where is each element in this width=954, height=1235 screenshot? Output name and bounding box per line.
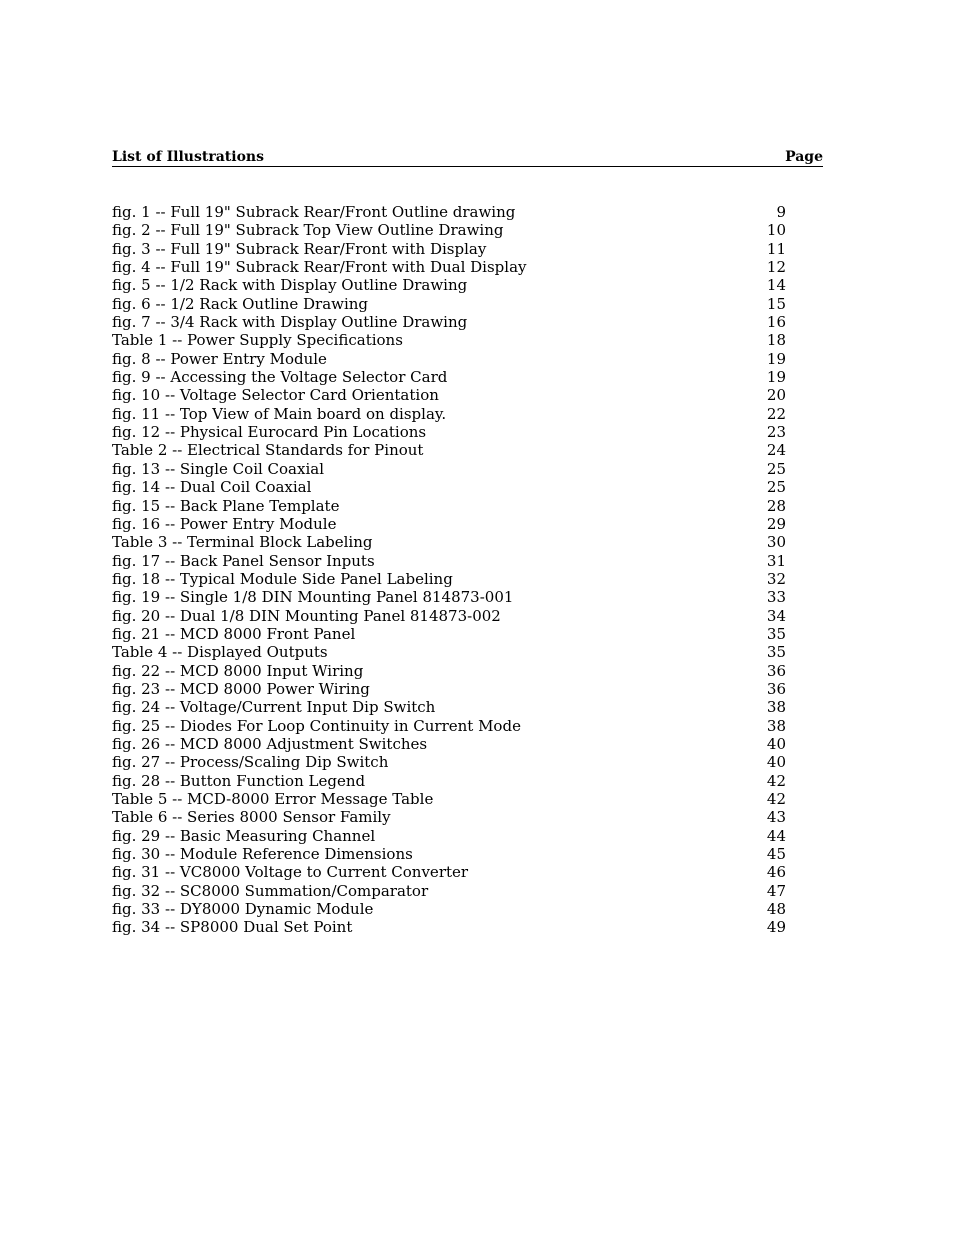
list-item [112,753,786,771]
list-item-title: fig. 33 -- DY8000 Dynamic Module [112,900,374,919]
list-item [112,515,786,533]
list-item [112,625,786,643]
list-item-page: 35 [766,624,786,643]
list-item-title: fig. 5 -- 1/2 Rack with Display Outline Drawing [112,276,468,295]
list-item [112,497,786,515]
list-item-title: fig. 10 -- Voltage Selector Card Orientation [112,386,439,405]
list-item [112,607,786,625]
list-item-title: Table 6 -- Series 8000 Sensor Family [112,808,391,827]
list-item-title: fig. 6 -- 1/2 Rack Outline Drawing [112,294,369,313]
list-item-title: fig. 23 -- MCD 8000 Power Wiring [112,679,370,698]
list-item-page: 10 [766,221,786,240]
list-item-page: 40 [766,753,786,772]
list-item [112,258,786,276]
list-item-title: fig. 30 -- Module Reference Dimensions [112,845,413,864]
list-item-title: fig. 16 -- Power Entry Module [112,514,337,533]
list-item [112,863,786,881]
list-item-title: fig. 4 -- Full 19" Subrack Rear/Front with Dual Display [112,258,527,277]
list-item-page: 24 [766,441,786,460]
list-item-title: fig. 7 -- 3/4 Rack with Display Outline Drawing [112,313,468,332]
list-item-title: fig. 1 -- Full 19" Subrack Rear/Front Outline drawing [112,203,516,221]
list-item-title: fig. 29 -- Basic Measuring Channel [112,826,376,845]
list-item [112,441,786,459]
list-item-page: 38 [766,698,786,717]
list-item-page: 45 [766,845,786,864]
list-item [112,276,786,294]
list-item [112,717,786,735]
list-item-page: 48 [766,900,786,919]
list-item [112,533,786,551]
list-item [112,386,786,404]
list-item [112,570,786,588]
list-item-page: 30 [766,533,786,552]
list-item-title: fig. 31 -- VC8000 Voltage to Current Converter [112,863,469,882]
list-item [112,643,786,661]
list-item-page: 28 [766,496,786,515]
list-item [112,331,786,349]
list-item-title: fig. 2 -- Full 19" Subrack Top View Outline Drawing [112,221,504,240]
list-item-title: fig. 11 -- Top View of Main board on display. [112,404,447,423]
list-item-page: 9 [776,203,786,221]
list-item-page: 49 [766,918,786,937]
list-item-title: fig. 27 -- Process/Scaling Dip Switch [112,753,389,772]
list-item-page: 40 [766,734,786,753]
list-item-page: 23 [766,423,786,442]
list-item-title: fig. 18 -- Typical Module Side Panel Labeling [112,569,453,588]
list-item-title: fig. 3 -- Full 19" Subrack Rear/Front with Display [112,239,487,258]
list-item-title: fig. 32 -- SC8000 Summation/Comparator [112,881,429,900]
list-item-title: fig. 34 -- SP8000 Dual Set Point [112,918,353,937]
list-item [112,221,786,239]
list-item-page: 18 [766,331,786,350]
list-item-title: fig. 28 -- Button Function Legend [112,771,366,790]
list-item-page: 25 [766,478,786,497]
list-item [112,827,786,845]
list-item-title: fig. 19 -- Single 1/8 DIN Mounting Panel 814873-001 [112,588,514,607]
list-item-page: 11 [766,239,786,258]
list-item-page: 35 [766,643,786,662]
list-item-title: fig. 21 -- MCD 8000 Front Panel [112,624,356,643]
list-header [112,148,823,167]
list-item-title: fig. 17 -- Back Panel Sensor Inputs [112,551,375,570]
list-item-page: 36 [766,679,786,698]
list-item [112,790,786,808]
list-item [112,882,786,900]
list-item [112,295,786,313]
list-item [112,808,786,826]
list-item-page: 47 [766,881,786,900]
list-item-page: 14 [766,276,786,295]
list-item [112,845,786,863]
list-item [112,368,786,386]
list-item [112,350,786,368]
list-item-page: 16 [766,313,786,332]
list-item-title: fig. 22 -- MCD 8000 Input Wiring [112,661,364,680]
page-column-label: Page [785,149,823,165]
list-item-page: 38 [766,716,786,735]
list-item-title: Table 2 -- Electrical Standards for Pinout [112,441,424,460]
list-item-page: 36 [766,661,786,680]
list-item-title: fig. 8 -- Power Entry Module [112,349,327,368]
list-item-title: Table 1 -- Power Supply Specifications [112,331,403,350]
list-item [112,460,786,478]
list-item-page: 44 [766,826,786,845]
list-item-page: 33 [766,588,786,607]
list-item [112,698,786,716]
list-item [112,203,786,221]
list-item-title: Table 4 -- Displayed Outputs [112,643,328,662]
list-item [112,313,786,331]
list-item-page: 15 [766,294,786,313]
list-item-page: 31 [766,551,786,570]
list-item-title: fig. 24 -- Voltage/Current Input Dip Switch [112,698,436,717]
illustration-list [112,203,786,937]
list-item-page: 32 [766,569,786,588]
list-item-title: fig. 13 -- Single Coil Coaxial [112,459,324,478]
list-item-page: 20 [766,386,786,405]
list-item-page: 43 [766,808,786,827]
list-item [112,662,786,680]
list-item-title: fig. 9 -- Accessing the Voltage Selector Card [112,368,448,387]
list-item-page: 19 [766,368,786,387]
list-item [112,735,786,753]
list-item-title: fig. 20 -- Dual 1/8 DIN Mounting Panel 814873-002 [112,606,501,625]
list-item-page: 25 [766,459,786,478]
list-item-title: fig. 26 -- MCD 8000 Adjustment Switches [112,734,428,753]
list-item [112,552,786,570]
list-item [112,918,786,936]
list-item-page: 22 [766,404,786,423]
list-item-title: Table 3 -- Terminal Block Labeling [112,533,373,552]
list-item [112,423,786,441]
list-item-title: Table 5 -- MCD-8000 Error Message Table [112,790,434,808]
list-item [112,588,786,606]
list-title: List of Illustrations [112,149,264,165]
list-item-page: 42 [766,790,786,808]
list-item [112,478,786,496]
list-item-page: 12 [766,258,786,277]
list-item-page: 29 [766,514,786,533]
list-item [112,680,786,698]
list-item-title: fig. 14 -- Dual Coil Coaxial [112,478,312,497]
list-item [112,405,786,423]
list-item [112,772,786,790]
list-item-title: fig. 12 -- Physical Eurocard Pin Locations [112,423,427,442]
list-item-page: 42 [766,771,786,790]
list-item [112,240,786,258]
list-item-page: 46 [766,863,786,882]
list-item-page: 34 [766,606,786,625]
list-item-title: fig. 25 -- Diodes For Loop Continuity in Current Mode [112,716,521,735]
list-item-page: 19 [766,349,786,368]
list-item-title: fig. 15 -- Back Plane Template [112,496,340,515]
list-item [112,900,786,918]
